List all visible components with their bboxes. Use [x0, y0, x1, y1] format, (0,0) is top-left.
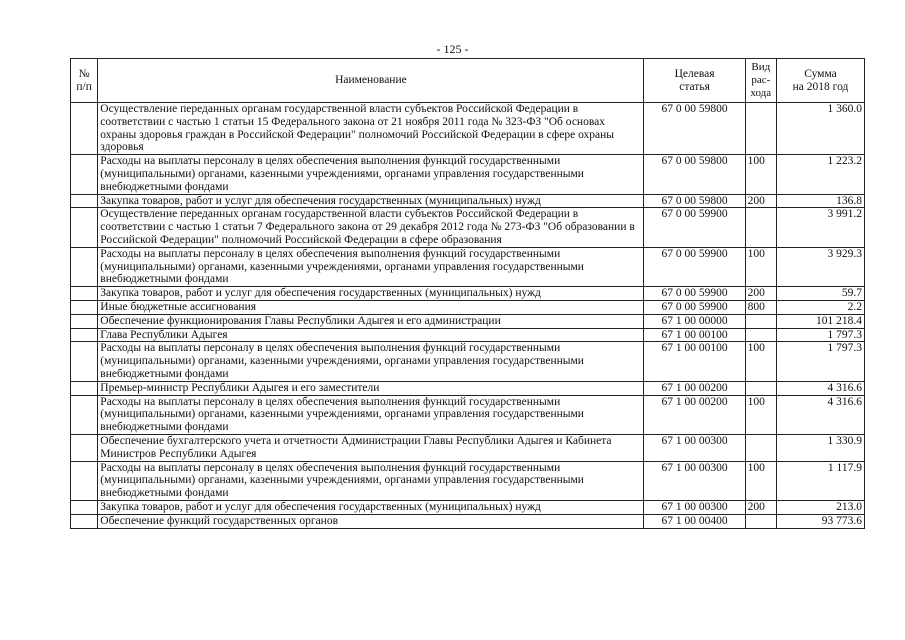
cell-code: 67 1 00 00400	[644, 514, 745, 528]
cell-sum: 1 223.2	[776, 155, 864, 194]
cell-name: Расходы на выплаты персоналу в целях обеспечения выполнения функций государственными (муниципальными) органами, казенными учреждениями, органами управления государственными внебюджетными фондами	[98, 342, 644, 381]
cell-num	[71, 395, 98, 434]
cell-vid	[745, 208, 776, 247]
cell-code: 67 0 00 59900	[644, 300, 745, 314]
cell-code: 67 0 00 59800	[644, 155, 745, 194]
cell-code: 67 1 00 00300	[644, 461, 745, 500]
table-row	[71, 500, 865, 514]
cell-num	[71, 208, 98, 247]
cell-vid	[745, 328, 776, 342]
cell-name: Осуществление переданных органам государственной власти субъектов Российской Федерации в соответствии с частью 1 статьи 15 Федерального закона от 21 ноября 2011 года № 323-ФЗ "Об основах охраны здоровья граждан в Российской Федерации" полномочий Российской Федерации в сфере охраны здоровья	[98, 103, 644, 155]
header-code-line1: Целевая	[674, 67, 715, 80]
table-row	[71, 314, 865, 328]
cell-code: 67 1 00 00100	[644, 328, 745, 342]
table-row	[71, 194, 865, 208]
cell-code: 67 0 00 59800	[644, 103, 745, 155]
cell-num	[71, 247, 98, 286]
cell-vid: 100	[745, 461, 776, 500]
cell-code: 67 1 00 00100	[644, 342, 745, 381]
cell-sum: 59.7	[776, 287, 864, 301]
table-row	[71, 514, 865, 528]
cell-vid: 100	[745, 342, 776, 381]
cell-sum: 1 797.3	[776, 342, 864, 381]
table-row	[71, 395, 865, 434]
cell-num	[71, 514, 98, 528]
table-row	[71, 103, 865, 155]
cell-sum: 1 360.0	[776, 103, 864, 155]
cell-code: 67 1 00 00300	[644, 434, 745, 461]
cell-sum: 1 797.3	[776, 328, 864, 342]
cell-vid: 200	[745, 500, 776, 514]
cell-vid: 800	[745, 300, 776, 314]
cell-vid: 100	[745, 155, 776, 194]
cell-name: Расходы на выплаты персоналу в целях обеспечения выполнения функций государственными (муниципальными) органами, казенными учреждениями, органами управления государственными внебюджетными фондами	[98, 155, 644, 194]
header-sum-line2: на 2018 год	[792, 80, 849, 93]
cell-code: 67 1 00 00300	[644, 500, 745, 514]
cell-name: Закупка товаров, работ и услуг для обеспечения государственных (муниципальных) нужд	[98, 194, 644, 208]
header-vid-line1: Вид	[751, 61, 771, 73]
cell-name: Расходы на выплаты персоналу в целях обеспечения выполнения функций государственными (муниципальными) органами, казенными учреждениями, органами управления государственными внебюджетными фондами	[98, 247, 644, 286]
cell-code: 67 0 00 59800	[644, 194, 745, 208]
cell-sum: 1 330.9	[776, 434, 864, 461]
table-row	[71, 381, 865, 395]
cell-code: 67 0 00 59900	[644, 247, 745, 286]
cell-num	[71, 287, 98, 301]
cell-name: Глава Республики Адыгея	[98, 328, 644, 342]
cell-name: Обеспечение функций государственных органов	[98, 514, 644, 528]
cell-code: 67 0 00 59900	[644, 287, 745, 301]
table-row	[71, 342, 865, 381]
cell-num	[71, 314, 98, 328]
cell-num	[71, 434, 98, 461]
cell-vid	[745, 514, 776, 528]
cell-vid	[745, 434, 776, 461]
cell-vid: 200	[745, 287, 776, 301]
cell-num	[71, 300, 98, 314]
cell-sum: 213.0	[776, 500, 864, 514]
table-row	[71, 247, 865, 286]
cell-sum: 101 218.4	[776, 314, 864, 328]
header-vid-line3: хода	[750, 87, 772, 99]
table-row	[71, 208, 865, 247]
cell-num	[71, 461, 98, 500]
cell-name: Расходы на выплаты персоналу в целях обеспечения выполнения функций государственными (муниципальными) органами, казенными учреждениями, органами управления государственными внебюджетными фондами	[98, 461, 644, 500]
table-row	[71, 300, 865, 314]
page-number: - 125 -	[436, 42, 469, 56]
cell-code: 67 1 00 00200	[644, 395, 745, 434]
header-sum-line1: Сумма	[804, 67, 837, 80]
cell-vid	[745, 103, 776, 155]
cell-num	[71, 342, 98, 381]
cell-sum: 4 316.6	[776, 395, 864, 434]
cell-code: 67 1 00 00000	[644, 314, 745, 328]
cell-num	[71, 103, 98, 155]
header-name: Наименование	[98, 59, 644, 103]
cell-sum: 4 316.6	[776, 381, 864, 395]
cell-num	[71, 500, 98, 514]
cell-num	[71, 155, 98, 194]
cell-name: Иные бюджетные ассигнования	[98, 300, 644, 314]
cell-name: Обеспечение функционирования Главы Республики Адыгея и его администрации	[98, 314, 644, 328]
cell-sum: 3 991.2	[776, 208, 864, 247]
header-num-line1: №	[78, 67, 90, 80]
cell-name: Осуществление переданных органам государственной власти субъектов Российской Федерации в соответствии с частью 1 статьи 7 Федерального закона от 29 декабря 2012 года № 273-ФЗ "Об образовании в Российской Федерации" полномочий Российской Федерации в сфере образования	[98, 208, 644, 247]
cell-vid: 100	[745, 395, 776, 434]
cell-num	[71, 328, 98, 342]
cell-name: Закупка товаров, работ и услуг для обеспечения государственных (муниципальных) нужд	[98, 287, 644, 301]
cell-sum: 136.8	[776, 194, 864, 208]
cell-name: Расходы на выплаты персоналу в целях обеспечения выполнения функций государственными (муниципальными) органами, казенными учреждениями, органами управления государственными внебюджетными фондами	[98, 395, 644, 434]
cell-name: Обеспечение бухгалтерского учета и отчетности Администрации Главы Республики Адыгея и Кабинета Министров Республики Адыгея	[98, 434, 644, 461]
cell-sum: 3 929.3	[776, 247, 864, 286]
cell-code: 67 0 00 59900	[644, 208, 745, 247]
table-row	[71, 328, 865, 342]
table-row	[71, 434, 865, 461]
table-row	[71, 155, 865, 194]
cell-num	[71, 194, 98, 208]
header-sum	[776, 59, 864, 103]
cell-vid: 100	[745, 247, 776, 286]
header-code	[644, 59, 745, 103]
header-num-line2: п/п	[76, 80, 92, 93]
cell-name: Закупка товаров, работ и услуг для обеспечения государственных (муниципальных) нужд	[98, 500, 644, 514]
cell-name: Премьер-министр Республики Адыгея и его заместители	[98, 381, 644, 395]
cell-vid: 200	[745, 194, 776, 208]
header-code-line2: статья	[679, 80, 710, 93]
table-row	[71, 287, 865, 301]
header-vid-line2: рас-	[751, 74, 771, 86]
cell-code: 67 1 00 00200	[644, 381, 745, 395]
header-num	[71, 59, 98, 103]
budget-table	[70, 58, 865, 529]
cell-vid	[745, 314, 776, 328]
cell-sum: 93 773.6	[776, 514, 864, 528]
cell-num	[71, 381, 98, 395]
header-vid	[745, 59, 776, 103]
cell-vid	[745, 381, 776, 395]
table-row	[71, 461, 865, 500]
cell-sum: 2.2	[776, 300, 864, 314]
cell-sum: 1 117.9	[776, 461, 864, 500]
table-header-row	[71, 59, 865, 103]
